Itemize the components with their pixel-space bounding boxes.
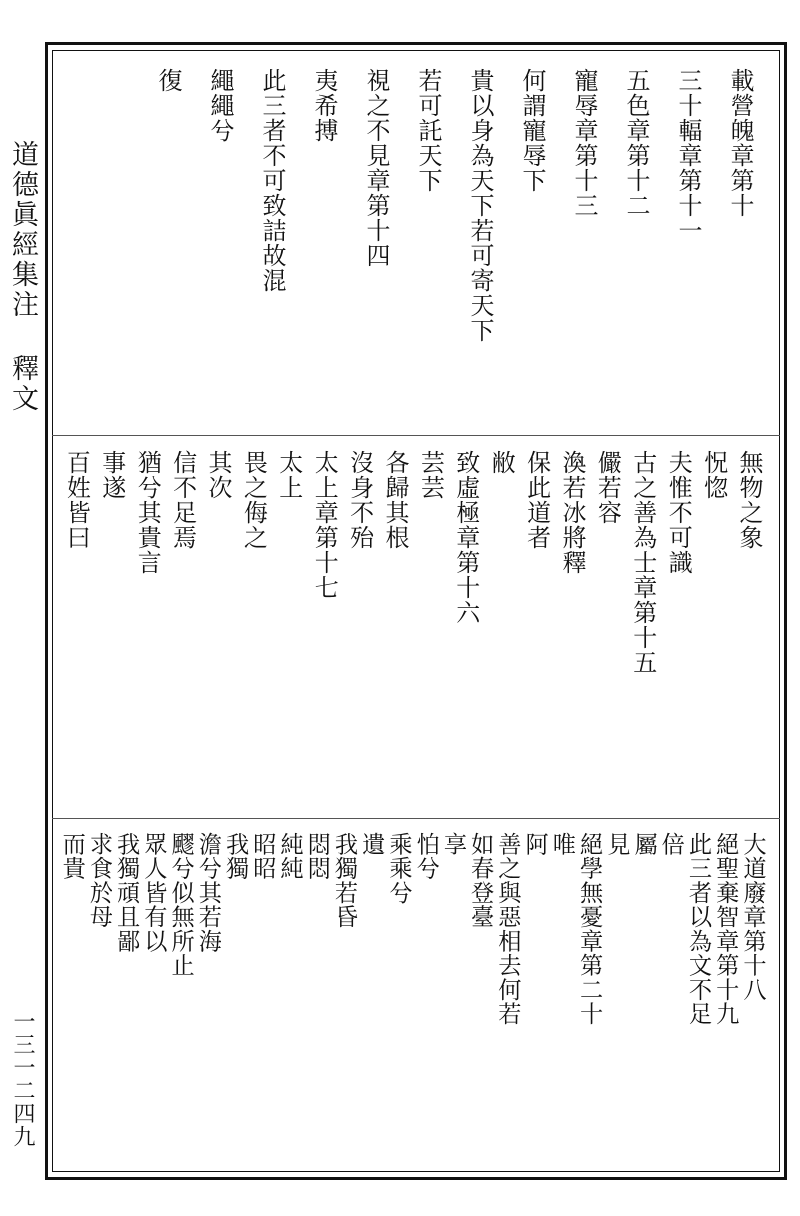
text-column: 怕兮 [412,832,440,881]
text-column: 視之不見章第十四 [362,68,390,268]
text-column: 絕學無憂章第二十 [575,832,603,1026]
margin-book-title: 道德眞經集注 釋文 [7,140,38,414]
text-column: 悶悶 [303,832,331,881]
text-column: 見 [602,832,630,857]
text-column: 乘乘兮 [384,832,412,905]
text-column: 太上 [274,450,303,500]
text-column: 澹兮其若海 [194,832,222,954]
text-column: 復 [154,68,182,93]
text-column: 無物之象 [734,450,763,550]
text-column: 怳惚 [699,450,728,500]
text-column: 致虛極章第十六 [451,450,480,625]
text-column: 享 [439,832,467,857]
text-column: 夫惟不可識 [664,450,693,575]
text-register-top [52,58,780,432]
text-column: 我獨若昏 [330,832,358,929]
text-column: 善之與惡相去何若 [493,832,521,1026]
text-column: 絕聖棄智章第十九 [711,832,739,1026]
text-column: 芸芸 [416,450,445,500]
text-column: 我獨 [221,832,249,881]
text-column: 五色章第十二 [622,68,650,218]
text-column: 畏之侮之 [239,450,268,550]
text-register-bottom [52,822,780,1196]
text-column: 猶兮其貴言 [133,450,162,575]
text-column: 飂兮似無所止 [167,832,195,978]
text-column: 各歸其根 [380,450,409,550]
text-column: 我獨頑且鄙 [112,832,140,954]
text-column: 屬 [630,832,658,857]
text-column: 保此道者 [522,450,551,550]
text-column: 遺 [357,832,385,857]
text-column: 何謂寵辱下 [518,68,546,193]
text-column: 而貴 [58,832,86,881]
text-column: 事遂 [97,450,126,500]
text-column: 求食於母 [85,832,113,929]
text-column: 夷希搏 [310,68,338,143]
margin-page-number: 一三一二四九 [10,1010,35,1148]
text-column: 其次 [203,450,232,500]
text-column: 此三者以為文不足 [684,832,712,1026]
text-column: 純純 [276,832,304,881]
text-column: 敝 [487,450,516,475]
text-column: 倍 [657,832,685,857]
register-divider [52,435,780,436]
text-column: 信不足焉 [168,450,197,550]
text-column: 太上章第十七 [310,450,339,600]
text-column: 眾人皆有以 [139,832,167,954]
text-column: 昭昭 [248,832,276,881]
text-column: 唯 [548,832,576,857]
text-column: 古之善為士章第十五 [628,450,657,675]
text-column: 儼若容 [593,450,622,525]
text-column: 若可託天下 [414,68,442,193]
text-column: 貴以身為天下若可寄天下 [466,68,494,343]
text-column: 此三者不可致詰故混 [258,68,286,293]
text-column: 百姓皆曰 [62,450,91,550]
text-column: 載營魄章第十 [726,68,754,218]
text-register-middle [52,440,780,814]
text-column: 三十輻章第十一 [674,68,702,243]
text-column: 阿 [521,832,549,857]
text-column: 如春登臺 [466,832,494,929]
register-divider [52,818,780,819]
text-column: 大道廢章第十八 [738,832,766,1002]
text-column: 繩繩兮 [206,68,234,143]
text-column: 寵辱章第十三 [570,68,598,218]
text-column: 渙若冰將釋 [557,450,586,575]
text-column: 沒身不殆 [345,450,374,550]
